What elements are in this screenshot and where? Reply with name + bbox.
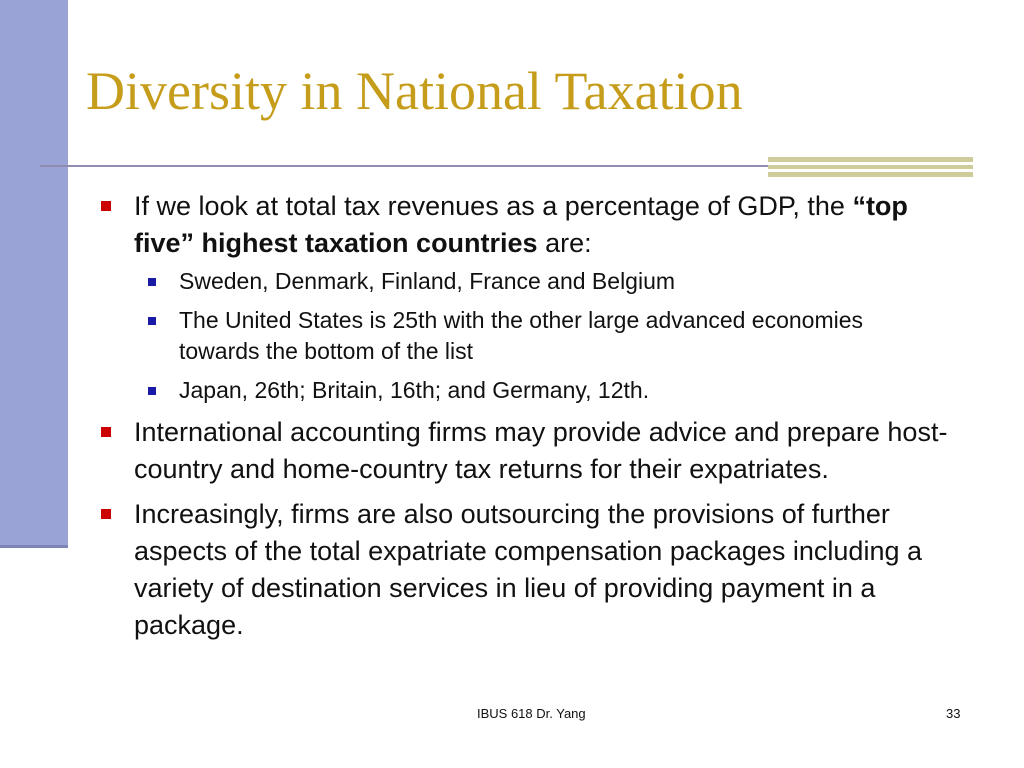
slide-body <box>98 188 948 652</box>
bullet-item <box>98 496 948 644</box>
slide-title: Diversity in National Taxation <box>86 61 743 121</box>
left-decorative-bar <box>0 0 68 548</box>
left-bar-bottom-edge <box>0 545 68 548</box>
sub-bullet-list <box>134 266 948 406</box>
bullet-text-part: If we look at total tax revenues as a percentage of GDP, the <box>134 191 853 221</box>
bullet-text <box>134 191 908 258</box>
accent-line-2 <box>768 165 973 169</box>
square-bullet-icon <box>101 427 111 437</box>
bullet-text-part: are: <box>537 228 592 258</box>
square-bullet-icon <box>148 278 156 286</box>
bullet-item <box>98 188 948 406</box>
accent-line-3 <box>768 172 973 177</box>
square-bullet-icon <box>101 201 111 211</box>
square-bullet-icon <box>148 387 156 395</box>
bullet-text-bold: “top five” highest taxation countries <box>134 191 908 258</box>
square-bullet-icon <box>101 509 111 519</box>
sub-bullet-item <box>134 375 948 406</box>
accent-line-1 <box>768 157 973 162</box>
sub-bullet-text: Sweden, Denmark, Finland, France and Belgium <box>179 268 676 294</box>
sub-bullet-item <box>134 305 948 367</box>
footer-course-label: IBUS 618 Dr. Yang <box>477 706 586 721</box>
title-divider-line <box>40 165 770 167</box>
bullet-text: Increasingly, firms are also outsourcing the provisions of further aspects of the total expatriate compensation packages including a variety of destination services in lieu of providing payment in a package. <box>134 499 922 640</box>
sub-bullet-text: The United States is 25th with the other large advanced economies towards the bottom of the list <box>179 307 864 364</box>
sub-bullet-text: Japan, 26th; Britain, 16th; and Germany, 12th. <box>179 377 650 403</box>
bullet-item <box>98 414 948 488</box>
page-number: 33 <box>946 706 961 721</box>
decorative-accent-lines <box>768 157 973 177</box>
bullet-text: International accounting firms may provide advice and prepare host-country and home-country tax returns for their expatriates. <box>134 417 948 484</box>
sub-bullet-item <box>134 266 948 297</box>
square-bullet-icon <box>148 317 156 325</box>
